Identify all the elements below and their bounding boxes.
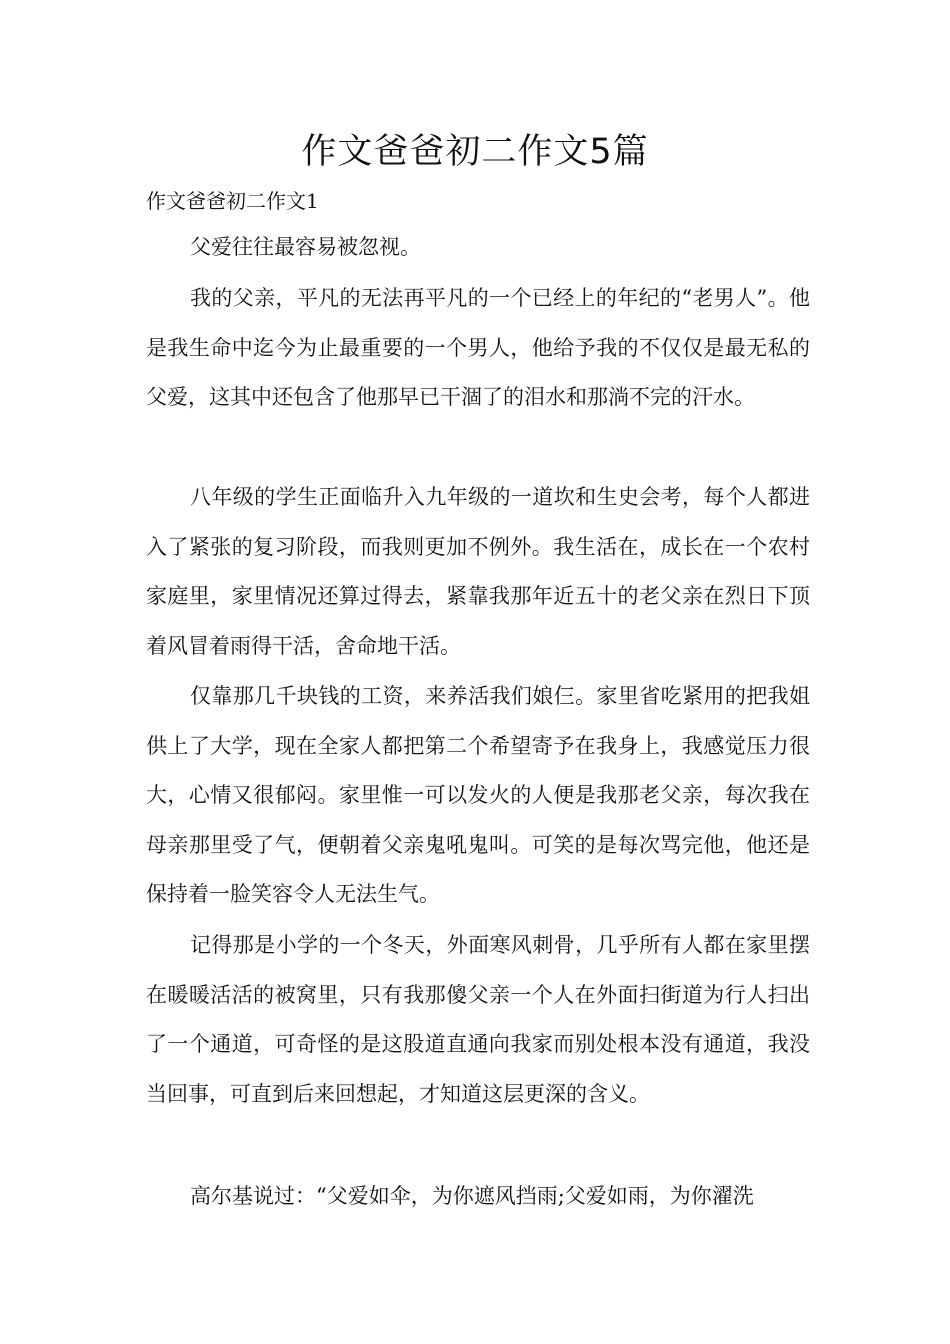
paragraph-5: 记得那是小学的一个冬天，外面寒风刺骨，几乎所有人都在家里摆在暖暖活活的被窝里，只有我那傻父亲一个人在外面扫街道为行人扫出了一个通道，可奇怪的是这股道直通向我家而别处根本没有通道，我没当回事，可直到后来回想起，才知道这层更深的含义。 bbox=[146, 933, 810, 1106]
paragraph-4: 仅靠那几千块钱的工资，来养活我们娘仨。家里省吃紧用的把我姐供上了大学，现在全家人都把第二个希望寄予在我身上，我感觉压力很大，心情又很郁闷。家里惟一可以发火的人便是我那老父亲，每次我在母亲那里受了气，便朝着父亲鬼吼鬼叫。可笑的是每次骂完他，他还是保持着一脸笑容令人无法生气。 bbox=[146, 684, 810, 906]
paragraph-3: 八年级的学生正面临升入九年级的一道坎和生史会考，每个人都进入了紧张的复习阶段，而我则更加不例外。我生活在，成长在一个农村家庭里，家里情况还算过得去，紧靠我那年近五十的老父亲在烈日下顶着风冒着雨得干活，舍命地干活。 bbox=[146, 485, 810, 658]
section-heading: 作文爸爸初二作文1 bbox=[146, 189, 319, 213]
paragraph-2: 我的父亲，平凡的无法再平凡的一个已经上的年纪的“老男人”。他是我生命中迄今为止最重要的一个男人，他给予我的不仅仅是最无私的父爱，这其中还包含了他那早已干涸了的泪水和那淌不完的汗水。 bbox=[146, 286, 810, 409]
document-title: 作文爸爸初二作文5篇 bbox=[301, 132, 649, 172]
paragraph-6: 高尔基说过：“父爱如伞，为你遮风挡雨;父爱如雨，为你濯洗 bbox=[190, 1184, 754, 1208]
paragraph-1: 父爱往往最容易被忽视。 bbox=[190, 235, 421, 259]
